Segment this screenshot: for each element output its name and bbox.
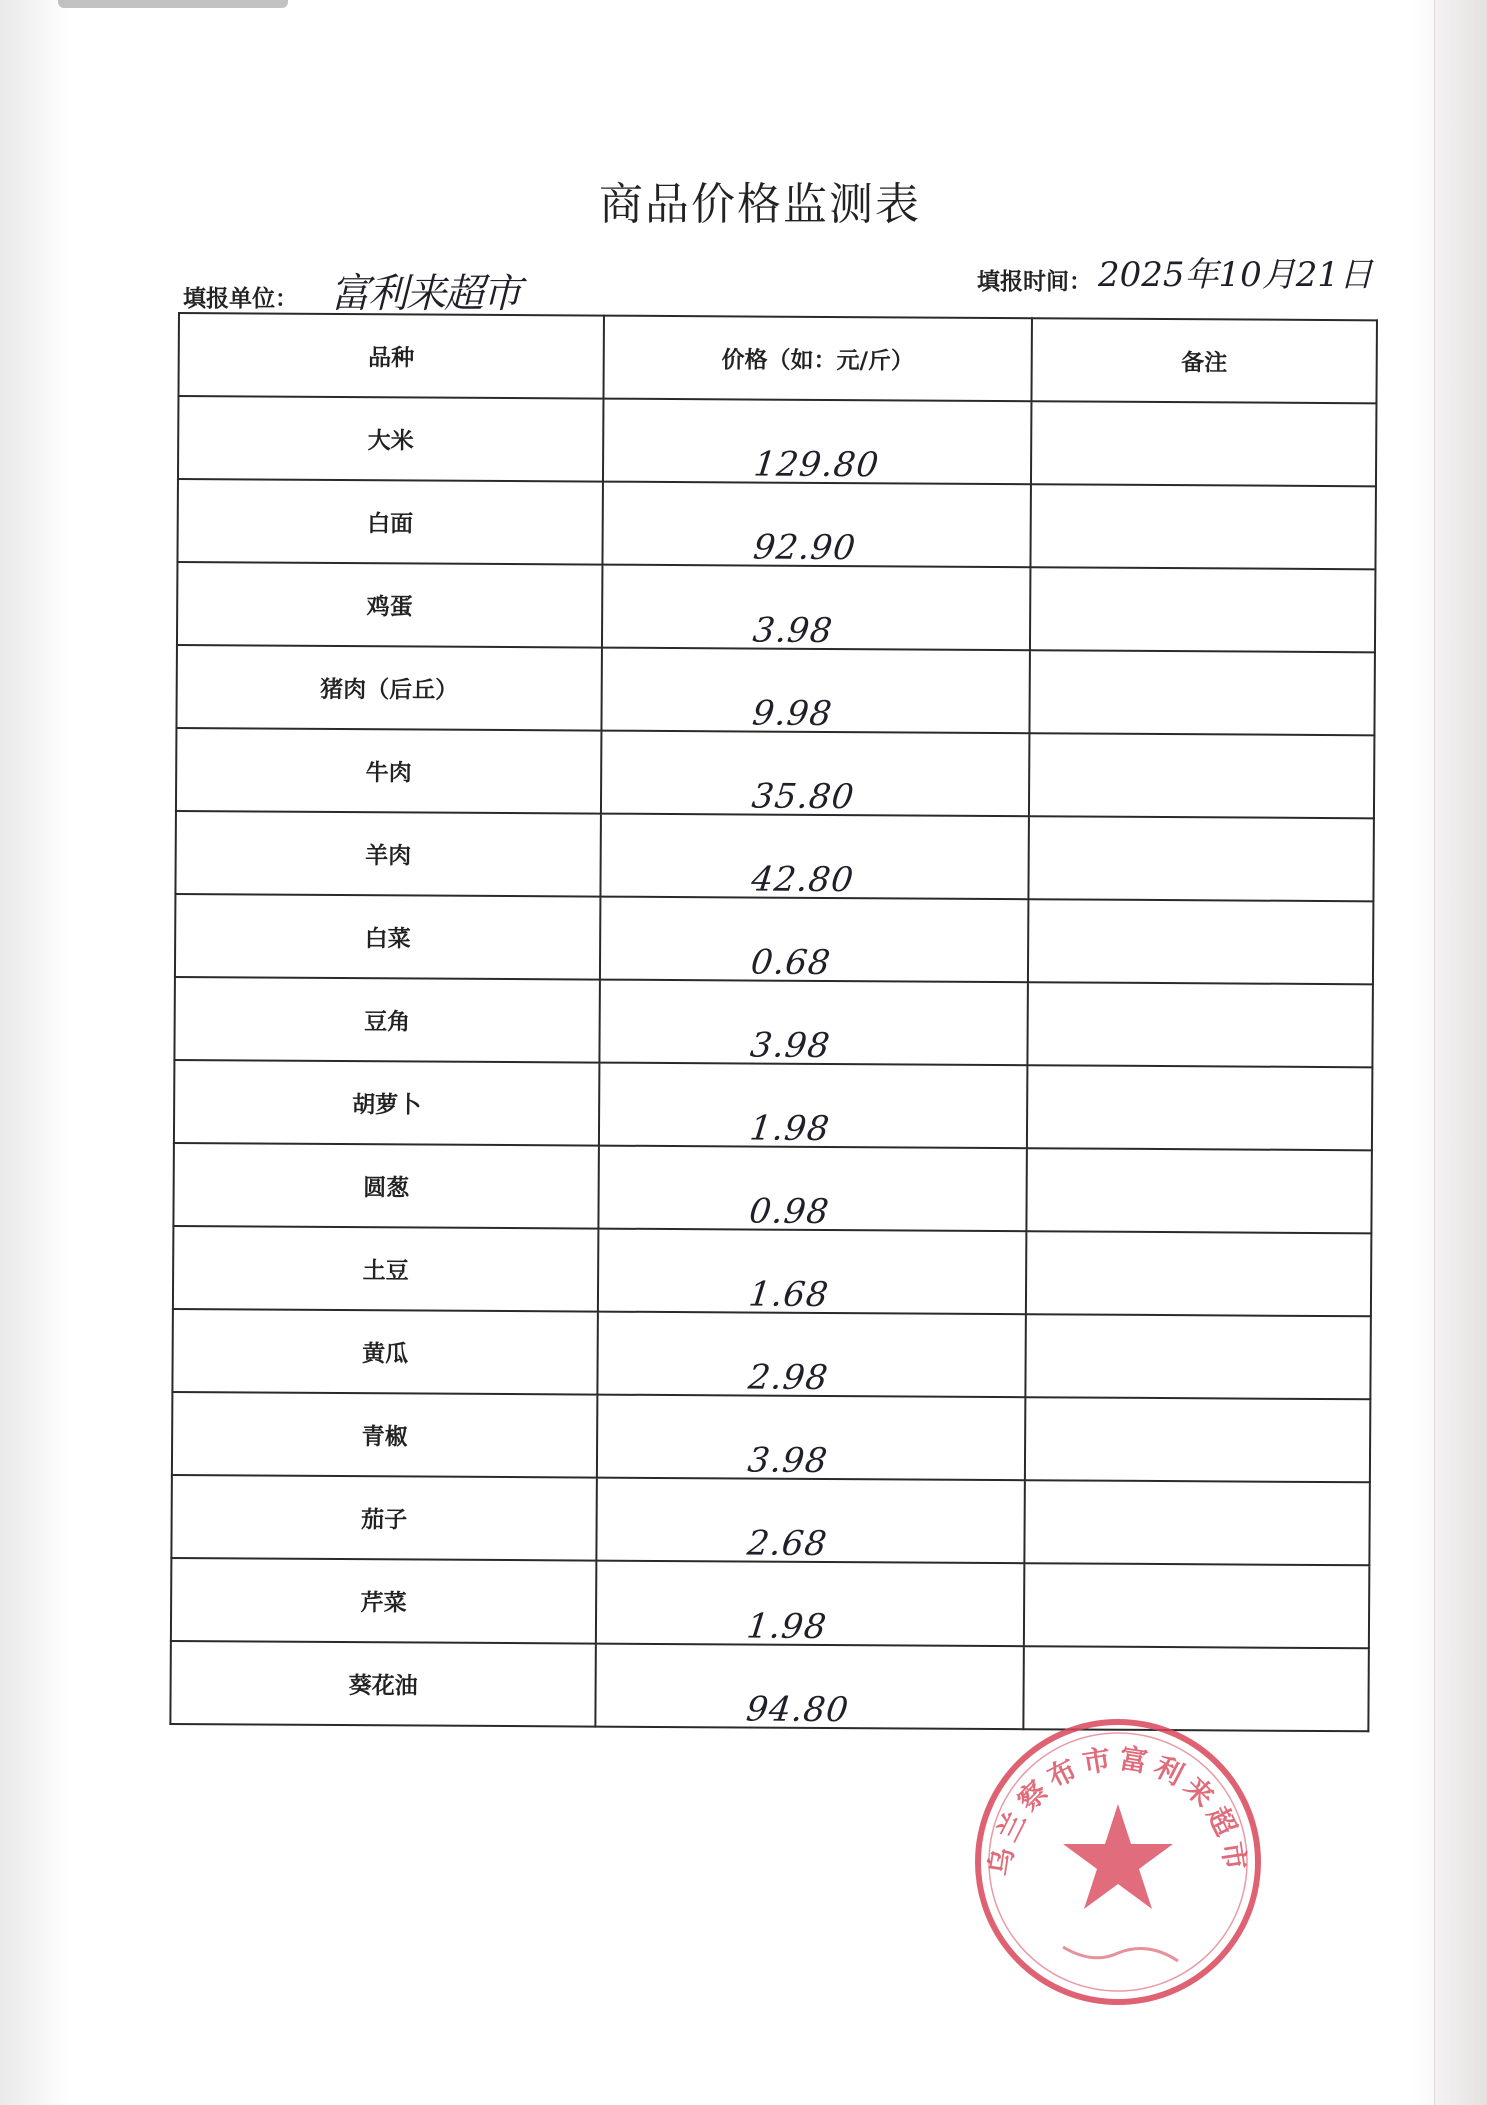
note-cell bbox=[1029, 733, 1375, 818]
item-name: 羊肉 bbox=[365, 842, 412, 870]
header-price: 价格（如：元/斤） bbox=[603, 316, 1031, 402]
note-cell bbox=[1028, 899, 1374, 984]
item-cell bbox=[171, 1558, 596, 1644]
price-cell bbox=[602, 565, 1030, 651]
note-cell bbox=[1027, 982, 1373, 1067]
price-cell bbox=[601, 731, 1029, 817]
price-cell bbox=[595, 1644, 1023, 1730]
note-cell bbox=[1030, 484, 1376, 569]
price-cell bbox=[603, 399, 1031, 485]
time-label: 填报时间： bbox=[977, 268, 1092, 295]
header-note: 备注 bbox=[1031, 318, 1377, 403]
item-name: 大米 bbox=[367, 427, 414, 455]
price-handwritten: 1.98 bbox=[747, 1108, 832, 1149]
table-row bbox=[171, 1558, 1369, 1648]
svg-text:乌兰察布市富利来超市: 乌兰察布市富利来超市 bbox=[982, 1741, 1254, 1879]
unit-label: 填报单位： bbox=[183, 285, 298, 312]
price-handwritten: 2.68 bbox=[745, 1523, 830, 1564]
table-row bbox=[172, 1392, 1370, 1482]
item-cell bbox=[178, 396, 603, 482]
item-cell bbox=[174, 977, 599, 1063]
item-cell bbox=[172, 1309, 597, 1395]
price-handwritten: 35.80 bbox=[749, 776, 857, 818]
price-handwritten: 1.68 bbox=[746, 1274, 831, 1315]
table-row bbox=[171, 1475, 1369, 1565]
price-handwritten: 129.80 bbox=[751, 444, 882, 486]
table-row bbox=[177, 562, 1375, 652]
item-name: 葵花油 bbox=[348, 1672, 418, 1700]
price-cell bbox=[597, 1312, 1025, 1398]
item-cell bbox=[175, 811, 600, 897]
table-row bbox=[174, 977, 1372, 1067]
note-cell bbox=[1025, 1397, 1371, 1482]
table-row bbox=[174, 1060, 1372, 1150]
item-name: 猪肉（后丘） bbox=[320, 675, 459, 704]
item-name: 青椒 bbox=[361, 1423, 408, 1451]
price-handwritten: 3.98 bbox=[748, 1025, 833, 1066]
price-handwritten: 3.98 bbox=[745, 1440, 830, 1481]
price-table bbox=[169, 312, 1378, 1732]
item-name: 芹菜 bbox=[360, 1589, 407, 1617]
price-cell bbox=[599, 1063, 1027, 1149]
table-row bbox=[175, 811, 1373, 901]
item-cell bbox=[171, 1475, 596, 1561]
time-value-handwritten: 2025年10月21日 bbox=[1098, 255, 1374, 295]
table-row bbox=[176, 645, 1374, 735]
price-cell bbox=[601, 648, 1029, 734]
table-row bbox=[177, 479, 1375, 569]
note-cell bbox=[1028, 816, 1374, 901]
item-name: 圆葱 bbox=[363, 1174, 410, 1202]
price-cell bbox=[598, 1146, 1026, 1232]
star-icon bbox=[1063, 1804, 1173, 1909]
note-cell bbox=[1031, 401, 1377, 486]
note-cell bbox=[1027, 1065, 1373, 1150]
table-row bbox=[173, 1226, 1371, 1316]
price-handwritten: 9.98 bbox=[750, 693, 835, 734]
item-name: 茄子 bbox=[361, 1506, 408, 1534]
note-cell bbox=[1026, 1148, 1372, 1233]
price-cell bbox=[599, 980, 1027, 1066]
scan-edge-shadow bbox=[58, 0, 288, 8]
price-cell bbox=[597, 1395, 1025, 1481]
price-cell bbox=[602, 482, 1030, 568]
item-cell bbox=[170, 1641, 595, 1727]
note-cell bbox=[1029, 650, 1375, 735]
price-handwritten: 94.80 bbox=[744, 1689, 852, 1731]
item-cell bbox=[173, 1143, 598, 1229]
price-cell bbox=[596, 1478, 1024, 1564]
price-handwritten: 3.98 bbox=[750, 610, 835, 651]
table-row bbox=[173, 1143, 1371, 1233]
item-name: 土豆 bbox=[362, 1257, 409, 1285]
price-handwritten: 92.90 bbox=[751, 527, 859, 569]
item-name: 豆角 bbox=[364, 1008, 411, 1036]
price-cell bbox=[596, 1561, 1024, 1647]
company-seal bbox=[968, 1712, 1268, 2012]
price-handwritten: 2.98 bbox=[746, 1357, 831, 1398]
table-row bbox=[178, 396, 1376, 486]
note-cell bbox=[1030, 567, 1376, 652]
price-handwritten: 0.98 bbox=[747, 1191, 832, 1232]
table-body bbox=[170, 396, 1376, 1731]
price-cell bbox=[600, 897, 1028, 983]
price-cell bbox=[598, 1229, 1026, 1315]
note-cell bbox=[1026, 1231, 1372, 1316]
table-row bbox=[172, 1309, 1370, 1399]
price-handwritten: 0.68 bbox=[748, 942, 833, 983]
item-name: 牛肉 bbox=[365, 759, 412, 787]
page-edge bbox=[1434, 0, 1487, 2105]
item-name: 黄瓜 bbox=[362, 1340, 409, 1368]
price-handwritten: 1.98 bbox=[744, 1606, 829, 1647]
item-name: 鸡蛋 bbox=[366, 593, 413, 621]
item-cell bbox=[174, 1060, 599, 1146]
header-item: 品种 bbox=[178, 313, 603, 399]
table-header-row bbox=[178, 313, 1376, 403]
item-name: 白菜 bbox=[364, 925, 411, 953]
item-cell bbox=[176, 645, 601, 731]
item-cell bbox=[176, 728, 601, 814]
item-name: 胡萝卜 bbox=[352, 1091, 422, 1119]
item-cell bbox=[173, 1226, 598, 1312]
item-cell bbox=[175, 894, 600, 980]
table-row bbox=[176, 728, 1374, 818]
note-cell bbox=[1025, 1314, 1371, 1399]
item-cell bbox=[177, 479, 602, 565]
document-title: 商品价格监测表 bbox=[599, 179, 921, 230]
unit-value-handwritten: 富利来超市 bbox=[330, 271, 520, 317]
item-cell bbox=[177, 562, 602, 648]
note-cell bbox=[1024, 1563, 1370, 1648]
item-cell bbox=[172, 1392, 597, 1478]
price-handwritten: 42.80 bbox=[749, 859, 857, 901]
table-row bbox=[175, 894, 1373, 984]
item-name: 白面 bbox=[367, 510, 414, 538]
price-cell bbox=[600, 814, 1028, 900]
note-cell bbox=[1024, 1480, 1370, 1565]
